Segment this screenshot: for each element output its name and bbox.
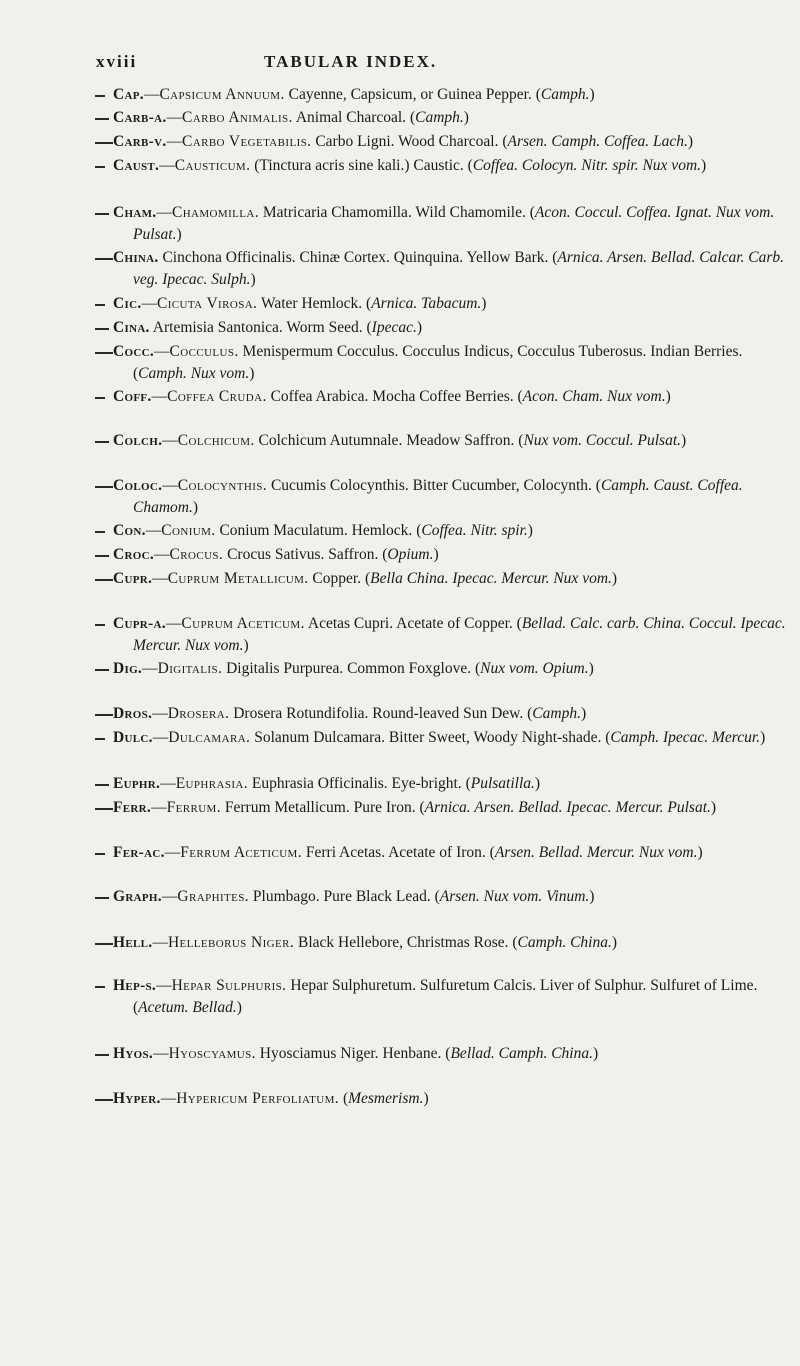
- entry-related-remedies: Bellad. Camph. China.: [450, 1045, 593, 1062]
- entry-abbreviation: Caust.: [113, 157, 160, 174]
- entry-description: Ferrum Metallicum. Pure Iron.: [224, 799, 416, 816]
- index-entry: China. Cinchona Officinalis. Chinæ Cortex. Quinquina. Yellow Bark. (Arnica. Arsen. Bellad. Calcar. Carb. veg. Ipecac. Sulph.): [113, 247, 793, 291]
- index-entry: Caust.—Causticum. (Tinctura acris sine kali.) Caustic. (Coffea. Colocyn. Nitr. spir. Nux vom.): [113, 155, 793, 177]
- entry-latin-name: Digitalis.: [157, 660, 223, 677]
- margin-mark: [95, 166, 105, 168]
- entry-related-remedies: Camph. Nux vom.: [138, 365, 250, 382]
- entry-abbreviation: Dig.: [113, 660, 143, 677]
- entry-abbreviation: Colch.: [113, 432, 163, 449]
- entry-latin-name: Carbo Vegetabilis.: [182, 133, 312, 150]
- margin-mark: [95, 531, 105, 533]
- entry-latin-name: Colocynthis.: [177, 477, 268, 494]
- index-entry: Con.—Conium. Conium Maculatum. Hemlock. (Coffea. Nitr. spir.): [113, 520, 793, 542]
- margin-mark: [95, 328, 109, 330]
- entry-related-remedies: Coffea. Colocyn. Nitr. spir. Nux vom.: [472, 157, 702, 174]
- margin-mark: [95, 95, 105, 97]
- entry-description: Colchicum Autumnale. Meadow Saffron.: [258, 432, 515, 449]
- margin-mark: [95, 486, 113, 488]
- entry-description: Cinchona Officinalis. Chinæ Cortex. Quinquina. Yellow Bark.: [162, 249, 549, 266]
- entry-related-remedies: Nux vom. Coccul. Pulsat.: [523, 432, 681, 449]
- entry-related-remedies: Opium.: [387, 546, 434, 563]
- entry-abbreviation: Carb-v.: [113, 133, 167, 150]
- entry-description: Solanum Dulcamara. Bitter Sweet, Woody Night-shade.: [254, 729, 602, 746]
- entry-abbreviation: Fer-ac.: [113, 844, 165, 861]
- margin-mark: [95, 142, 113, 144]
- entry-latin-name: Graphites.: [177, 888, 250, 905]
- page-number: xviii: [96, 52, 138, 71]
- entry-latin-name: Cocculus.: [169, 343, 239, 360]
- running-head: [96, 52, 756, 76]
- index-entry: Cham.—Chamomilla. Matricaria Chamomilla. Wild Chamomile. (Acon. Coccul. Coffea. Ignat. Nux vom. Pulsat.): [113, 202, 793, 246]
- entry-latin-name: Colchicum.: [177, 432, 255, 449]
- entry-description: Copper.: [312, 570, 362, 587]
- margin-mark: [95, 897, 109, 899]
- entry-abbreviation: Coloc.: [113, 477, 163, 494]
- index-entry: Cocc.—Cocculus. Menispermum Cocculus. Cocculus Indicus, Cocculus Tuberosus. Indian Berries. (Camph. Nux vom.): [113, 341, 793, 385]
- entry-latin-name: Capsicum Annuum.: [159, 86, 285, 103]
- entry-description: (Tinctura acris sine kali.) Caustic.: [254, 157, 464, 174]
- index-entry: Cupr.—Cuprum Metallicum. Copper. (Bella China. Ipecac. Mercur. Nux vom.): [113, 568, 793, 590]
- entry-latin-name: Hypericum Perfoliatum.: [176, 1090, 340, 1107]
- margin-mark: [95, 943, 113, 945]
- index-entry: Coff.—Coffea Cruda. Coffea Arabica. Mocha Coffee Berries. (Acon. Cham. Nux vom.): [113, 386, 793, 408]
- entry-description: Acetas Cupri. Acetate of Copper.: [307, 615, 513, 632]
- index-entry: Graph.—Graphites. Plumbago. Pure Black Lead. (Arsen. Nux vom. Vinum.): [113, 886, 793, 908]
- entry-description: Hyosciamus Niger. Henbane.: [259, 1045, 442, 1062]
- entry-description: Plumbago. Pure Black Lead.: [252, 888, 431, 905]
- entry-latin-name: Chamomilla.: [171, 204, 260, 221]
- entry-related-remedies: Bellad. Calc. carb. China. Coccul. Ipecac. Mercur. Nux vom.: [133, 615, 786, 654]
- entry-latin-name: Crocus.: [169, 546, 224, 563]
- entry-abbreviation: Cupr-a.: [113, 615, 166, 632]
- entry-description: Conium Maculatum. Hemlock.: [219, 522, 413, 539]
- margin-mark: [95, 555, 109, 557]
- entry-related-remedies: Acon. Cham. Nux vom.: [522, 388, 666, 405]
- entry-abbreviation: China.: [113, 249, 159, 266]
- entry-related-remedies: Arnica. Arsen. Bellad. Ipecac. Mercur. Pulsat.: [424, 799, 711, 816]
- entry-abbreviation: Cham.: [113, 204, 157, 221]
- entry-latin-name: Causticum.: [174, 157, 251, 174]
- entry-description: Cayenne, Capsicum, or Guinea Pepper.: [288, 86, 532, 103]
- entry-related-remedies: Camph. Caust. Coffea. Chamom.: [133, 477, 743, 516]
- entry-description: Black Hellebore, Christmas Rose.: [298, 934, 509, 951]
- entry-abbreviation: Coff.: [113, 388, 152, 405]
- index-entry: Colch.—Colchicum. Colchicum Autumnale. Meadow Saffron. (Nux vom. Coccul. Pulsat.): [113, 430, 793, 452]
- entry-latin-name: Conium.: [161, 522, 216, 539]
- entry-latin-name: Cuprum Metallicum.: [167, 570, 309, 587]
- index-entry: Hyper.—Hypericum Perfoliatum. (Mesmerism.): [113, 1088, 793, 1110]
- entry-related-remedies: Camph.: [540, 86, 590, 103]
- margin-mark: [95, 441, 109, 443]
- index-entry: Ferr.—Ferrum. Ferrum Metallicum. Pure Iron. (Arnica. Arsen. Bellad. Ipecac. Mercur. Pulsat.): [113, 797, 793, 819]
- index-entry: Croc.—Crocus. Crocus Sativus. Saffron. (Opium.): [113, 544, 793, 566]
- index-entry: Carb-a.—Carbo Animalis. Animal Charcoal. (Camph.): [113, 107, 793, 129]
- entry-abbreviation: Cocc.: [113, 343, 155, 360]
- margin-mark: [95, 1099, 113, 1101]
- index-entry: Hyos.—Hyoscyamus. Hyosciamus Niger. Henbane. (Bellad. Camph. China.): [113, 1043, 793, 1065]
- running-title: TABULAR INDEX.: [264, 52, 438, 71]
- entry-latin-name: Cuprum Aceticum.: [181, 615, 305, 632]
- index-entry: Carb-v.—Carbo Vegetabilis. Carbo Ligni. Wood Charcoal. (Arsen. Camph. Coffea. Lach.): [113, 131, 793, 153]
- entry-related-remedies: Camph.: [415, 109, 464, 126]
- margin-mark: [95, 784, 109, 786]
- index-entry: Dros.—Drosera. Drosera Rotundifolia. Round-leaved Sun Dew. (Camph.): [113, 703, 793, 725]
- entry-related-remedies: Pulsatilla.: [470, 775, 535, 792]
- entry-abbreviation: Hyos.: [113, 1045, 154, 1062]
- entry-description: Menispermum Cocculus. Cocculus Indicus, Cocculus Tuberosus. Indian Berries.: [242, 343, 743, 360]
- entry-latin-name: Cicuta Virosa.: [157, 295, 258, 312]
- entry-abbreviation: Hyper.: [113, 1090, 161, 1107]
- entry-latin-name: Helleborus Niger.: [167, 934, 295, 951]
- margin-mark: [95, 304, 105, 306]
- entry-abbreviation: Cupr.: [113, 570, 153, 587]
- entry-related-remedies: Camph. Ipecac. Mercur.: [610, 729, 761, 746]
- entry-related-remedies: Acon. Coccul. Coffea. Ignat. Nux vom. Pulsat.: [133, 204, 775, 243]
- margin-mark: [95, 352, 113, 354]
- entry-description: Carbo Ligni. Wood Charcoal.: [315, 133, 499, 150]
- entry-abbreviation: Carb-a.: [113, 109, 167, 126]
- entry-abbreviation: Croc.: [113, 546, 155, 563]
- entry-latin-name: Coffea Cruda.: [167, 388, 267, 405]
- entry-related-remedies: Camph.: [532, 705, 581, 722]
- entry-description: Water Hemlock.: [260, 295, 363, 312]
- entry-related-remedies: Arnica. Arsen. Bellad. Calcar. Carb. veg. Ipecac. Sulph.: [133, 249, 785, 288]
- entry-latin-name: Carbo Animalis.: [182, 109, 293, 126]
- entry-latin-name: Dulcamara.: [168, 729, 251, 746]
- margin-mark: [95, 1054, 109, 1056]
- entry-description: Euphrasia Officinalis. Eye-bright.: [251, 775, 462, 792]
- entry-abbreviation: Cic.: [113, 295, 142, 312]
- entry-related-remedies: Nux vom. Opium.: [480, 660, 589, 677]
- entry-related-remedies: Arsen. Camph. Coffea. Lach.: [507, 133, 688, 150]
- index-entry: Dulc.—Dulcamara. Solanum Dulcamara. Bitter Sweet, Woody Night-shade. (Camph. Ipecac. Mercur.): [113, 727, 793, 749]
- entry-abbreviation: Euphr.: [113, 775, 161, 792]
- entry-latin-name: Drosera.: [167, 705, 230, 722]
- margin-mark: [95, 624, 105, 626]
- entry-abbreviation: Dros.: [113, 705, 153, 722]
- margin-mark: [95, 118, 109, 120]
- entry-abbreviation: Hell.: [113, 934, 153, 951]
- index-entry: Dig.—Digitalis. Digitalis Purpurea. Common Foxglove. (Nux vom. Opium.): [113, 658, 793, 680]
- entry-related-remedies: Ipecac.: [371, 319, 417, 336]
- index-entry: Hell.—Helleborus Niger. Black Hellebore, Christmas Rose. (Camph. China.): [113, 932, 793, 954]
- entry-related-remedies: Mesmerism.: [348, 1090, 424, 1107]
- entry-related-remedies: Coffea. Nitr. spir.: [421, 522, 528, 539]
- index-entry: Euphr.—Euphrasia. Euphrasia Officinalis. Eye-bright. (Pulsatilla.): [113, 773, 793, 795]
- entry-abbreviation: Cap.: [113, 86, 144, 103]
- entry-related-remedies: Bella China. Ipecac. Mercur. Nux vom.: [370, 570, 612, 587]
- index-entry: Coloc.—Colocynthis. Cucumis Colocynthis. Bitter Cucumber, Colocynth. (Camph. Caust. Coffea. Chamom.): [113, 475, 793, 519]
- margin-mark: [95, 397, 105, 399]
- entry-description: Ferri Acetas. Acetate of Iron.: [305, 844, 486, 861]
- margin-mark: [95, 213, 109, 215]
- entry-description: Artemisia Santonica. Worm Seed.: [152, 319, 363, 336]
- entry-description: Crocus Sativus. Saffron.: [227, 546, 379, 563]
- entry-description: Hepar Sulphuretum. Sulfuretum Calcis. Liver of Sulphur. Sulfuret of Lime.: [290, 977, 758, 994]
- entry-latin-name: Ferrum Aceticum.: [180, 844, 303, 861]
- margin-mark: [95, 258, 113, 260]
- entry-description: Matricaria Chamomilla. Wild Chamomile.: [262, 204, 526, 221]
- index-entry: Cina. Artemisia Santonica. Worm Seed. (Ipecac.): [113, 317, 793, 339]
- margin-mark: [95, 669, 109, 671]
- entry-latin-name: Hepar Sulphuris.: [171, 977, 287, 994]
- index-entry: Cic.—Cicuta Virosa. Water Hemlock. (Arnica. Tabacum.): [113, 293, 793, 315]
- entry-related-remedies: Camph. China.: [517, 934, 612, 951]
- entry-abbreviation: Ferr.: [113, 799, 152, 816]
- margin-mark: [95, 738, 105, 740]
- entry-description: Cucumis Colocynthis. Bitter Cucumber, Colocynth.: [270, 477, 592, 494]
- entry-abbreviation: Dulc.: [113, 729, 153, 746]
- entry-abbreviation: Cina.: [113, 319, 150, 336]
- margin-mark: [95, 714, 113, 716]
- entry-latin-name: Euphrasia.: [175, 775, 249, 792]
- margin-mark: [95, 808, 113, 810]
- entry-description: Drosera Rotundifolia. Round-leaved Sun Dew.: [233, 705, 524, 722]
- entry-description: Coffea Arabica. Mocha Coffee Berries.: [270, 388, 514, 405]
- entry-related-remedies: Acetum. Bellad.: [138, 999, 237, 1016]
- index-entry: Cap.—Capsicum Annuum. Cayenne, Capsicum, or Guinea Pepper. (Camph.): [113, 84, 793, 106]
- entry-abbreviation: Graph.: [113, 888, 162, 905]
- index-entry: Fer-ac.—Ferrum Aceticum. Ferri Acetas. Acetate of Iron. (Arsen. Bellad. Mercur. Nux vom.): [113, 842, 793, 864]
- margin-mark: [95, 853, 105, 855]
- index-entry: Cupr-a.—Cuprum Aceticum. Acetas Cupri. Acetate of Copper. (Bellad. Calc. carb. China. Coccul. Ipecac. Mercur. Nux vom.): [113, 613, 793, 657]
- entry-description: Digitalis Purpurea. Common Foxglove.: [226, 660, 472, 677]
- entry-description: Animal Charcoal.: [295, 109, 407, 126]
- entry-abbreviation: Hep-s.: [113, 977, 157, 994]
- margin-mark: [95, 986, 105, 988]
- entry-abbreviation: Con.: [113, 522, 146, 539]
- entry-related-remedies: Arsen. Bellad. Mercur. Nux vom.: [494, 844, 698, 861]
- entry-latin-name: Ferrum.: [166, 799, 221, 816]
- margin-mark: [95, 579, 113, 581]
- index-entry: Hep-s.—Hepar Sulphuris. Hepar Sulphuretum. Sulfuretum Calcis. Liver of Sulphur. Sulfuret of Lime. (Acetum. Bellad.): [113, 975, 793, 1019]
- entry-related-remedies: Arsen. Nux vom. Vinum.: [439, 888, 590, 905]
- entry-latin-name: Hyoscyamus.: [168, 1045, 256, 1062]
- entry-related-remedies: Arnica. Tabacum.: [371, 295, 482, 312]
